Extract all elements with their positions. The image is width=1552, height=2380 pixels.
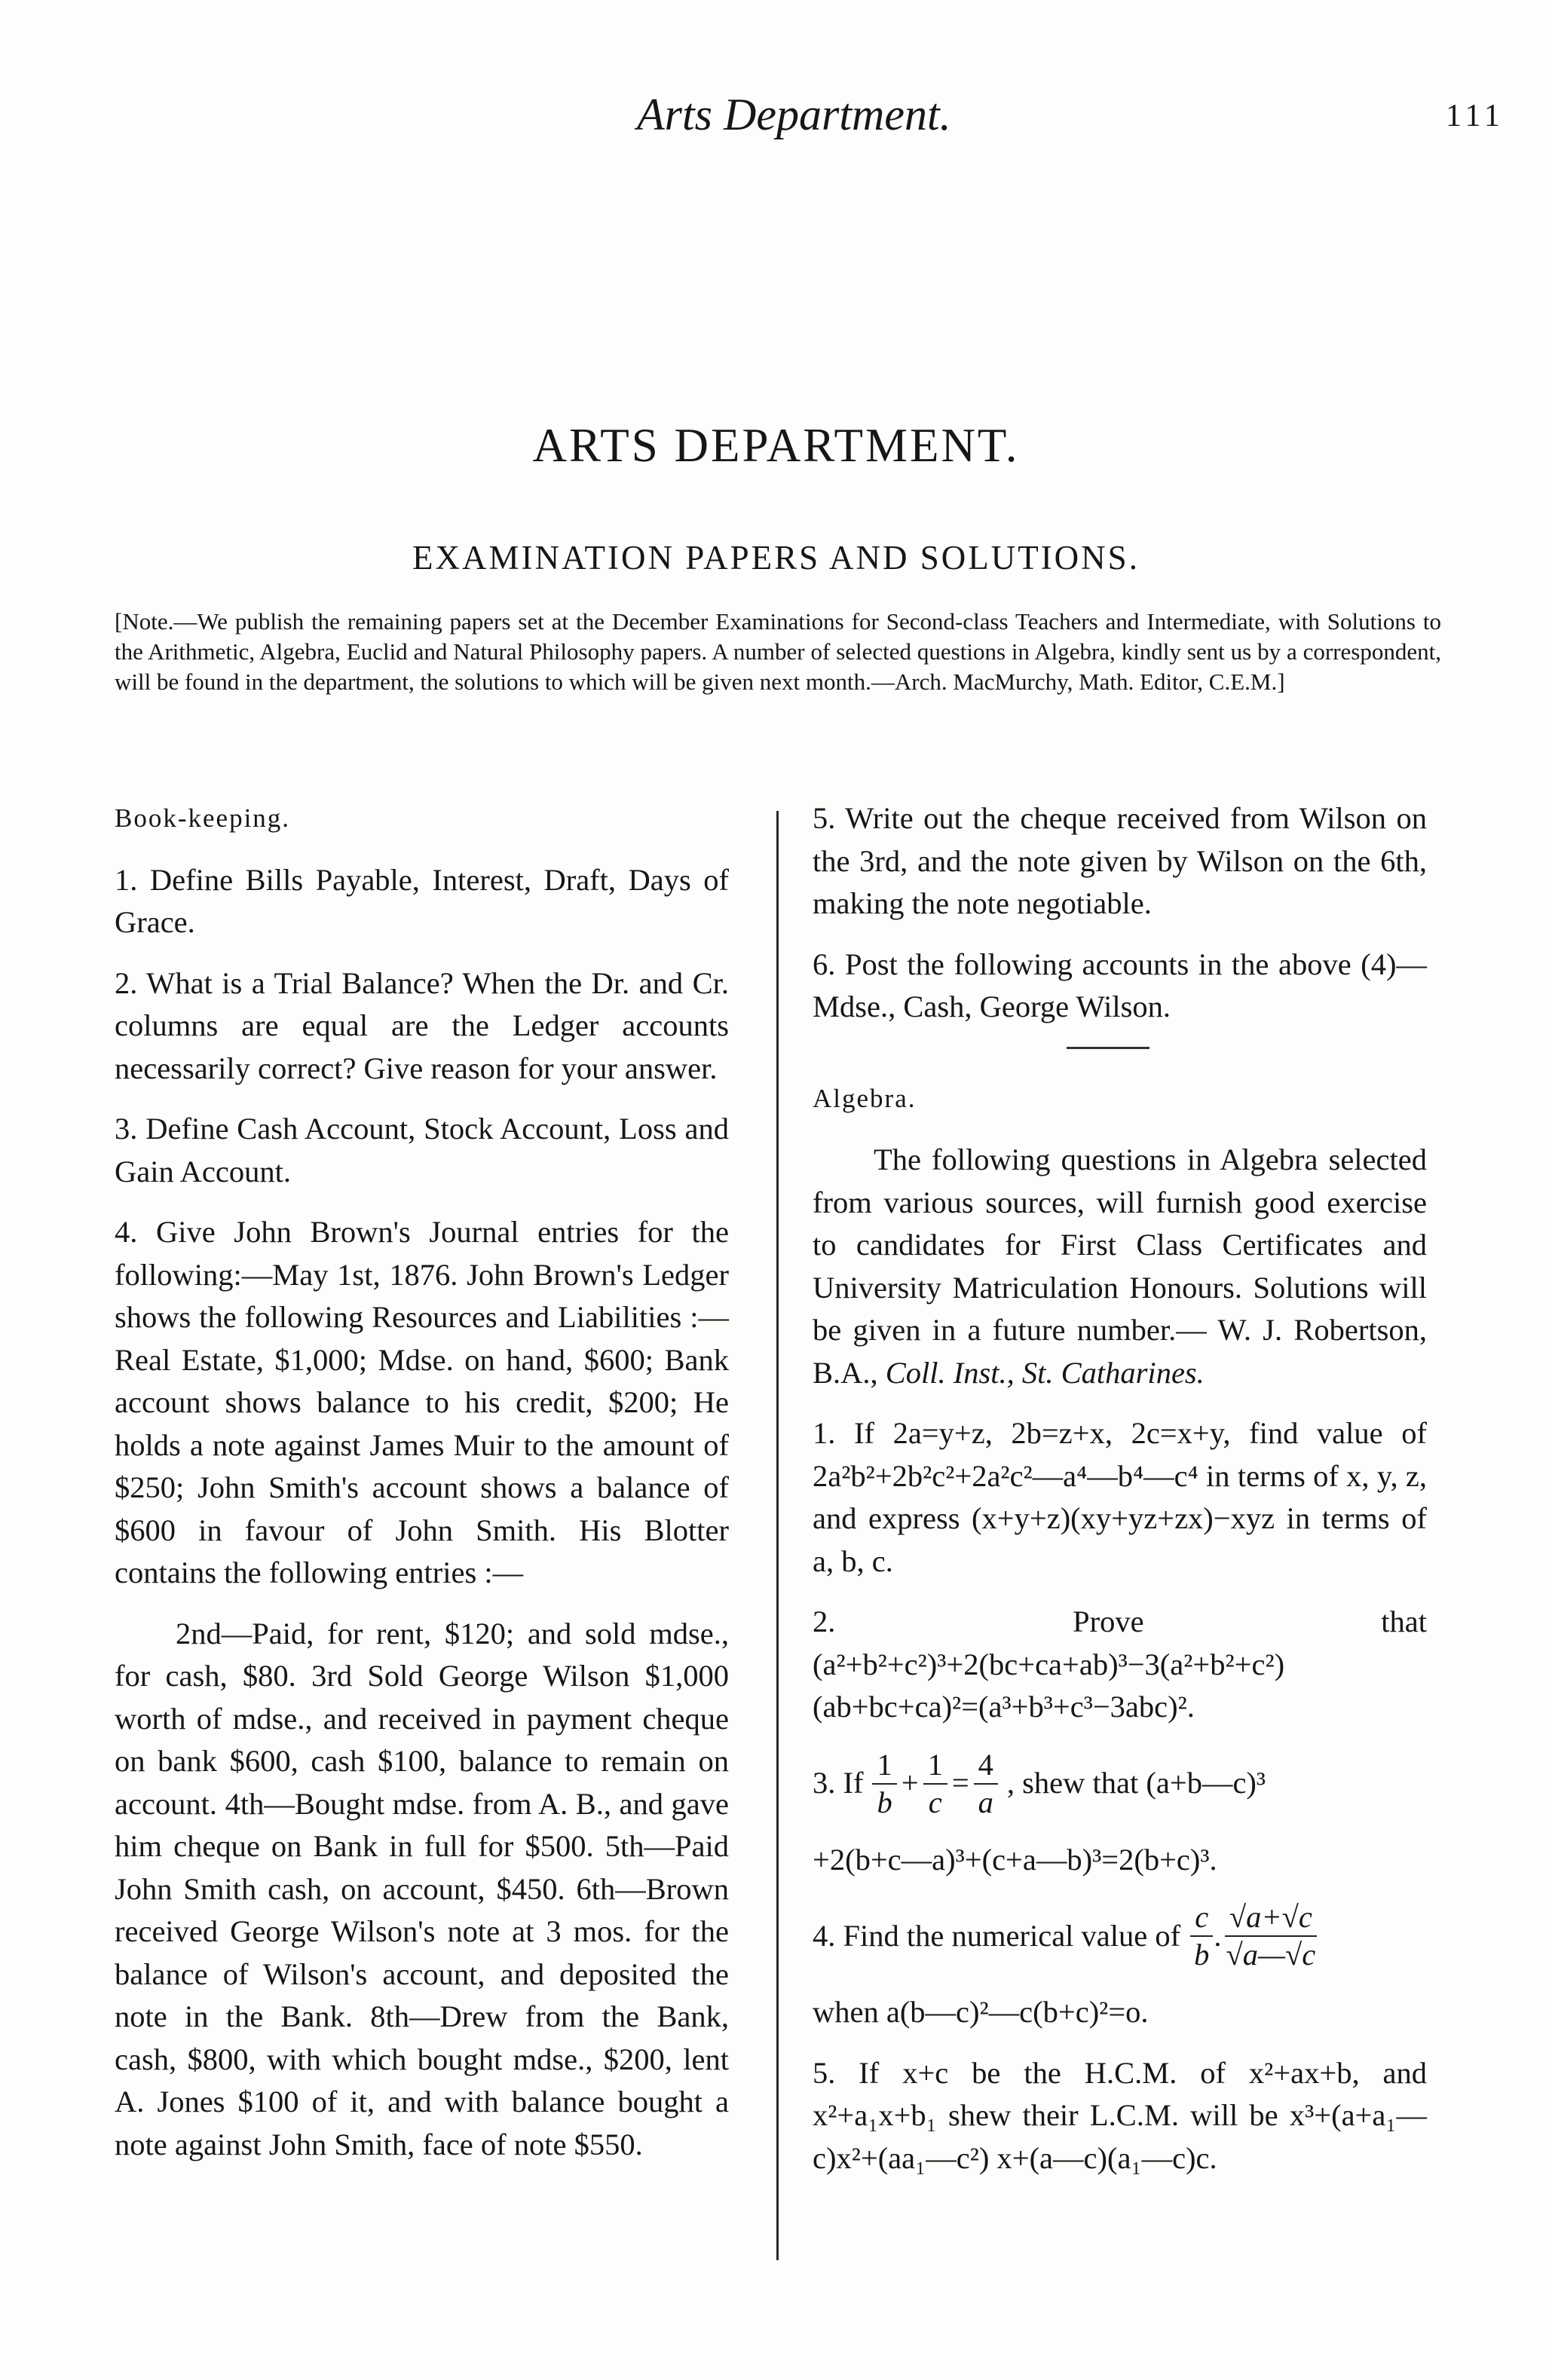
question bbox=[115, 962, 729, 1091]
question bbox=[813, 1601, 1427, 1729]
numerator: √a+√c bbox=[1225, 1899, 1317, 1937]
question bbox=[813, 2052, 1427, 2180]
question-number: 3. bbox=[813, 1766, 836, 1800]
question-text: when a(b—c)²—c(b+c)²=o. bbox=[813, 1995, 1149, 2029]
section-rule bbox=[1067, 1047, 1149, 1049]
blotter-entries: 2nd—Paid, for rent, $120; and sold mdse., for cash, $80. 3rd Sold George Wilson $1,000 worth of mdse., and received in payment cheque on bank $600, cash $100, balance to remain on account. 4th—Bought mdse. from A. B., and gave him cheque on Bank in full for $500. 5th—Paid John Smith cash, on account, $450. 6th—Brown received George Wilson's note at 3 mos. for the balance of Wilson's account, and deposited the note in the Bank. 8th—Drew from the Bank, cash, $800, with which bought mdse., $200, lent A. Jones $100 of it, and with balance bought a note against John Smith, face of note $550. bbox=[115, 1616, 729, 2161]
algebra-intro-text: The following questions in Algebra selected from various sources, will furnish good exercise to candidates for First Class Certificates and University Matriculation Honours. Solutions will be given in a future number.— bbox=[813, 1143, 1427, 1347]
question bbox=[813, 1899, 1427, 2034]
question-text: Write out the cheque received from Wilson on the 3rd, and the note given by Wilson on the 6th, making the note negotiable. bbox=[813, 801, 1427, 920]
bookkeeping-heading: Book-keeping. bbox=[115, 803, 291, 833]
numerator: 4 bbox=[974, 1747, 998, 1785]
question-text: If 2a=y+z, 2b=z+x, 2c=x+y, find value of 2a²b²+2b²c²+2a²c²—a⁴—b⁴—c⁴ in terms of x, y, z, and express (x+y+z)(xy+yz+zx)−xyz in terms of a, b, c. bbox=[813, 1416, 1427, 1578]
algebra-heading: Algebra. bbox=[813, 1083, 917, 1113]
running-header bbox=[0, 89, 1552, 142]
question bbox=[115, 1108, 729, 1193]
question bbox=[813, 797, 1427, 925]
denominator: c bbox=[928, 1785, 942, 1819]
numerator: 1 bbox=[923, 1747, 947, 1785]
fraction-group bbox=[1189, 1899, 1320, 1973]
fraction bbox=[974, 1747, 998, 1821]
question-text: If x+c be the H.C.M. of x²+ax+b, and x²+a₁x+b₁ shew their L.C.M. will be x³+(a+a₁—c)x²+(aa₁—c²) x+(a—c)(a₁—c)c. bbox=[813, 2055, 1428, 2175]
question bbox=[813, 944, 1427, 1029]
denominator: a bbox=[978, 1785, 993, 1819]
question-text: What is a Trial Balance? When the Dr. and Cr. columns are equal are the Ledger accounts necessarily correct? Give reason for your answer. bbox=[115, 965, 729, 1085]
question-number: 5. bbox=[813, 801, 836, 835]
question bbox=[813, 1747, 1427, 1882]
denominator: √a—√c bbox=[1226, 1938, 1316, 1972]
equation-continuation: +2(b+c—a)³+(c+a—b)³=2(b+c)³. bbox=[813, 1842, 1217, 1877]
question bbox=[813, 1412, 1427, 1583]
author-name: W. J. Robertson, B.A., bbox=[813, 1313, 1427, 1390]
author-institution: Coll. Inst., St. Catharines. bbox=[885, 1355, 1205, 1390]
question-text: Give John Brown's Journal entries for the following:—May 1st, 1876. John Brown's Ledger shows the following Resources and Liabilities :—Real Estate, $1,000; Mdse. on hand, $600; Bank account shows balance to his credit, $200; He holds a note against James Muir to the amount of $250; John Smith's account shows a balance of $600 in favour of John Smith. His Blotter contains the following entries :— bbox=[115, 1215, 729, 1589]
denominator: b bbox=[1194, 1938, 1210, 1972]
numerator: 1 bbox=[872, 1747, 896, 1785]
page-number: 111 bbox=[1446, 99, 1505, 133]
question-number: 3. bbox=[115, 1112, 138, 1146]
if-word: If bbox=[843, 1766, 864, 1800]
column-divider bbox=[776, 811, 779, 2260]
question-text: Define Bills Payable, Interest, Draft, Days of Grace. bbox=[115, 862, 729, 939]
question-text: Prove that (a²+b²+c²)³+2(bc+ca+ab)³−3(a²+b²+c²) (ab+bc+ca)²=(a³+b³+c³−3abc)². bbox=[813, 1605, 1427, 1724]
question-number: 2. bbox=[813, 1605, 836, 1638]
page-title: ARTS DEPARTMENT. bbox=[532, 419, 1020, 472]
question-text: Find the numerical value of bbox=[843, 1918, 1181, 1953]
multiply-dot: . bbox=[1214, 1918, 1222, 1953]
fraction bbox=[1189, 1899, 1214, 1973]
fraction bbox=[923, 1747, 947, 1821]
question-number: 6. bbox=[813, 947, 836, 981]
equation-line bbox=[813, 1747, 1427, 1821]
question bbox=[115, 859, 729, 944]
fraction-group bbox=[872, 1747, 997, 1821]
page-subtitle: EXAMINATION PAPERS AND SOLUTIONS. bbox=[412, 539, 1140, 577]
fraction bbox=[1222, 1899, 1321, 1973]
question-text: Post the following accounts in the above (4)—Mdse., Cash, George Wilson. bbox=[813, 947, 1428, 1023]
question-number: 4. bbox=[813, 1918, 836, 1953]
editor-note bbox=[115, 607, 1441, 697]
question-text: Define Cash Account, Stock Account, Loss and Gain Account. bbox=[115, 1112, 729, 1188]
equation-line bbox=[813, 1899, 1427, 1973]
editor-note-text: [Note.—We publish the remaining papers set at the December Examinations for Second-class Teachers and Intermediate, with Solutions to the Arithmetic, Algebra, Euclid and Natural Philosophy papers. A number of selected questions in Algebra, kindly sent us by a correspondent, will be found in the department, the solutions to which will be given next month.—Arch. MacMurchy, Math. Editor, C.E.M.] bbox=[115, 608, 1441, 695]
question-number: 2. bbox=[115, 965, 138, 1000]
question-text: , shew that (a+b—c)³ bbox=[1006, 1766, 1266, 1800]
left-column bbox=[115, 797, 729, 2184]
numerator: c bbox=[1190, 1899, 1213, 1937]
algebra-intro bbox=[813, 1139, 1427, 1394]
right-column bbox=[813, 797, 1427, 2198]
fraction bbox=[872, 1747, 896, 1821]
question-number: 1. bbox=[813, 1416, 836, 1450]
plus-sign: + bbox=[901, 1766, 919, 1800]
running-title: Arts Department. bbox=[637, 90, 951, 139]
question-number: 1. bbox=[115, 862, 138, 897]
question-number: 4. bbox=[115, 1215, 138, 1249]
equals-sign: = bbox=[951, 1766, 969, 1800]
question-number: 5. bbox=[813, 2055, 836, 2090]
denominator: b bbox=[877, 1785, 892, 1819]
question bbox=[115, 1211, 729, 1595]
